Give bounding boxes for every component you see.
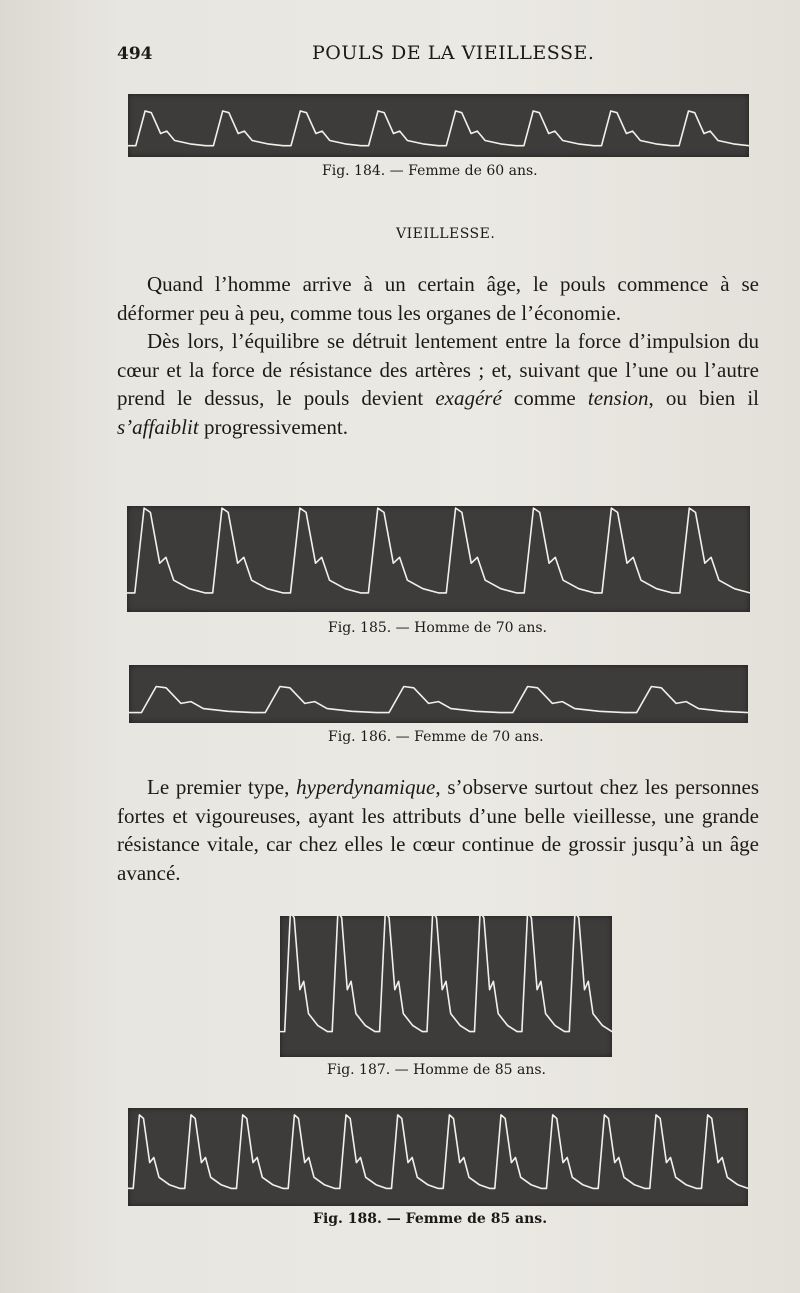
- paragraph-1: Quand l’homme arrive à un certain âge, le pouls commence à se déformer peu à peu, comme tous les organes de l’économie.: [117, 272, 759, 325]
- pulse-trace-fig-187: [280, 916, 612, 1057]
- pulse-trace-fig-184: [128, 94, 749, 157]
- running-title: POULS DE LA VIEILLESSE.: [312, 42, 595, 64]
- pulse-waveform: [280, 916, 612, 1057]
- pulse-waveform: [128, 94, 749, 157]
- section-title: VIEILLESSE.: [396, 226, 496, 242]
- pulse-trace-fig-185: [127, 506, 750, 612]
- pulse-waveform: [127, 506, 750, 612]
- paragraph-intro: [117, 270, 759, 441]
- pulse-waveform: [128, 1108, 748, 1206]
- paragraph-hyperdynamic: [117, 773, 759, 887]
- italic-term-affaiblit: s’affaiblit: [117, 414, 199, 439]
- fig-186-caption: Fig. 186. — Femme de 70 ans.: [328, 729, 544, 745]
- italic-term-hyperdynamique: hyperdynamique: [296, 775, 436, 799]
- italic-term-exagere: exagéré: [435, 386, 502, 410]
- fig-187-caption: Fig. 187. — Homme de 85 ans.: [327, 1062, 547, 1078]
- page-number: 494: [117, 44, 153, 64]
- fig-188-caption: Fig. 188. — Femme de 85 ans.: [313, 1211, 548, 1227]
- pulse-trace-fig-188: [128, 1108, 748, 1206]
- italic-term-tension: tension: [587, 386, 649, 410]
- paragraph-2: Dès lors, l’équilibre se détruit lentement entre la force d’impulsion du cœur et la force de résistance des artères ; et, suivant que l’une ou l’autre prend le dessus, le pouls devient exagéré comme tension, ou bien il s’affaiblit progressivement.: [117, 329, 760, 439]
- paragraph-3: Le premier type, hyperdynamique, s’observe surtout chez les personnes fortes et vigoureuses, ayant les attributs d’une belle vieillesse, une grande résistance vitale, car chez elles le cœur continue de grossir jusqu’à un âge avancé.: [117, 775, 759, 885]
- fig-184-caption: Fig. 184. — Femme de 60 ans.: [322, 163, 538, 179]
- fig-185-caption: Fig. 185. — Homme de 70 ans.: [328, 620, 548, 636]
- pulse-waveform: [129, 665, 748, 723]
- pulse-trace-fig-186: [129, 665, 748, 723]
